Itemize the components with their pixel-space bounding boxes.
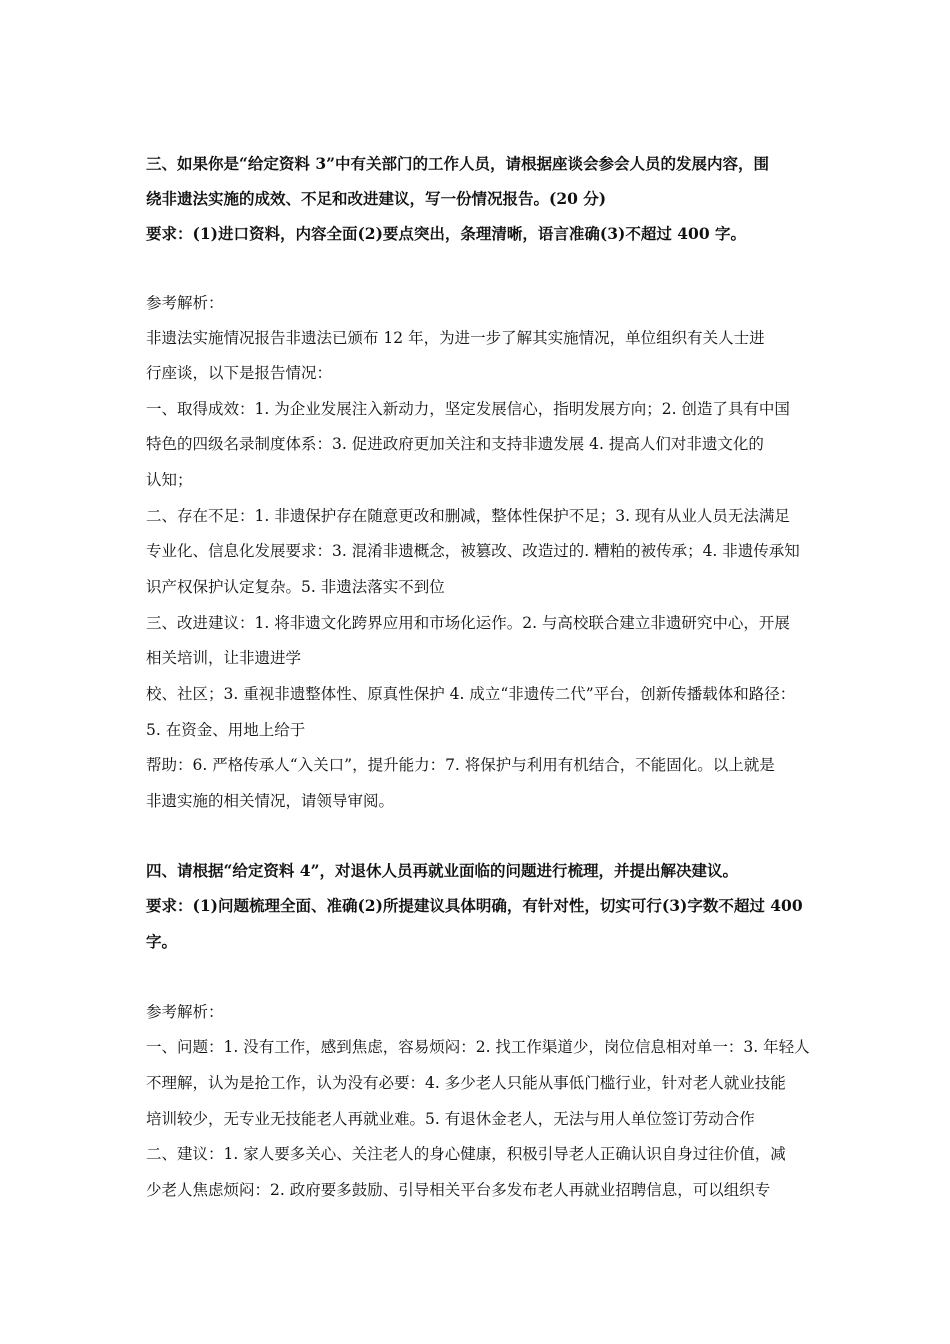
answer-3-line-8: 识产权保护认定复杂。5. 非遗法落实不到位 — [146, 578, 445, 596]
question-3-line-2: 绕非遗法实施的成效、不足和改进建议，写一份情况报告。(20 分) — [146, 189, 607, 208]
question-4: 四、请根据“给定资料 4”，对退休人员再就业面临的问题进行梳理，并提出解决建议。 — [146, 861, 739, 880]
answer-3-line-13: 帮助：6. 严格传承人“入关口”，提升能力：7. 将保护与利用有机结合，不能固化。以上就是 — [146, 756, 775, 774]
analysis-label-3: 参考解析： — [146, 294, 224, 312]
answer-4-line-4: 二、建议：1. 家人要多关心、关注老人的身心健康，积极引导老人正确认识自身过往价值，减 — [146, 1145, 786, 1163]
answer-4-line-3: 培训较少，无专业无技能老人再就业难。5. 有退休金老人，无法与用人单位签订劳动合作 — [146, 1110, 755, 1128]
answer-3-line-2: 行座谈，以下是报告情况： — [146, 364, 333, 382]
answer-4-line-5: 少老人焦虑烦闷：2. 政府要多鼓励、引导相关平台多发布老人再就业招聘信息，可以组织专 — [146, 1181, 771, 1199]
question-4-requirement-line-2: 字。 — [146, 932, 178, 951]
answer-3-line-6: 二、存在不足：1. 非遗保护存在随意更改和删减，整体性保护不足；3. 现有从业人员无法满足 — [146, 507, 790, 525]
answer-3-line-10: 相关培训，让非遗进学 — [146, 649, 302, 667]
question-3-line-1: 三、如果你是“给定资料 3”中有关部门的工作人员，请根据座谈会参会人员的发展内容，围 — [146, 154, 770, 173]
answer-4-line-2: 不理解，认为是抢工作，认为没有必要：4. 多少老人只能从事低门槛行业，针对老人就业技能 — [146, 1074, 786, 1092]
answer-3-line-5: 认知； — [146, 471, 193, 489]
answer-3-line-14: 非遗实施的相关情况，请领导审阅。 — [146, 792, 395, 810]
answer-3-line-11: 校、社区；3. 重视非遗整体性、原真性保护 4. 成立“非遗传二代”平台，创新传播载体和路径： — [146, 685, 796, 703]
answer-3-line-9: 三、改进建议：1. 将非遗文化跨界应用和市场化运作。2. 与高校联合建立非遗研究中心，开展 — [146, 614, 790, 632]
question-3-requirement: 要求：(1)进口资料，内容全面(2)要点突出，条理清晰，语言准确(3)不超过 400 字。 — [146, 224, 747, 243]
answer-3-line-3: 一、取得成效：1. 为企业发展注入新动力，坚定发展信心，指明发展方向；2. 创造了具有中国 — [146, 400, 790, 418]
answer-3-line-4: 特色的四级名录制度体系：3. 促进政府更加关注和支持非遗发展 4. 提高人们对非遗文化的 — [146, 435, 764, 453]
analysis-label-4: 参考解析： — [146, 1003, 224, 1021]
answer-3-line-1: 非遗法实施情况报告非遗法已颁布 12 年，为进一步了解其实施情况，单位组织有关人士进 — [146, 329, 765, 347]
answer-4-line-1: 一、问题：1. 没有工作，感到焦虑，容易烦闷：2. 找工作渠道少，岗位信息相对单一：3. 年轻人 — [146, 1038, 810, 1056]
answer-3-line-12: 5. 在资金、用地上给于 — [146, 721, 306, 739]
question-4-requirement-line-1: 要求：(1)问题梳理全面、准确(2)所提建议具体明确，有针对性，切实可行(3)字数不超过 400 — [146, 896, 803, 915]
answer-3-line-7: 专业化、信息化发展要求：3. 混淆非遗概念，被篡改、改造过的. 糟粕的被传承；4. 非遗传承知 — [146, 542, 800, 560]
